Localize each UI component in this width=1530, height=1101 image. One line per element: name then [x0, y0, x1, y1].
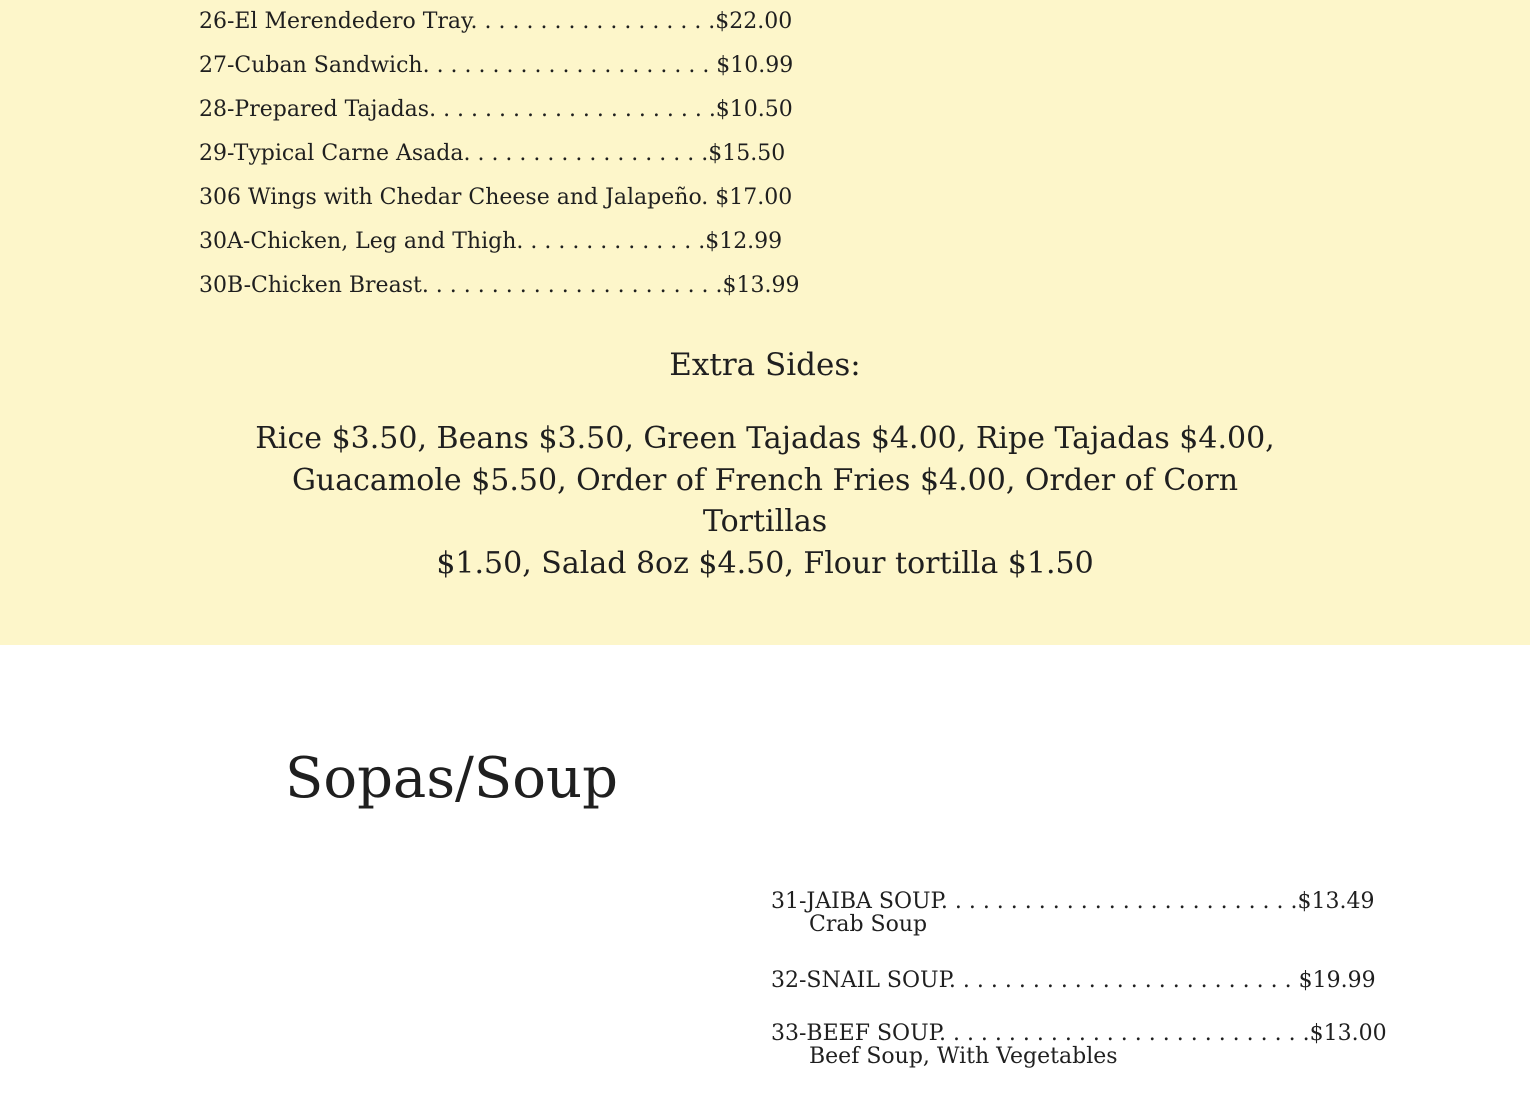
extra-sides-line: Guacamole $5.50, Order of French Fries $4.00, Order of Corn Tortillas	[291, 462, 1239, 539]
menu-item: 28-Prepared Tajadas. . . . . . . . . . . . . . . . . . . . .$10.50	[199, 97, 793, 122]
menu-item: 29-Typical Carne Asada. . . . . . . . . . . . . . . . . .$15.50	[199, 141, 786, 166]
extra-sides-heading: Extra Sides:	[669, 347, 861, 383]
soup-section-title: Sopas/Soup	[285, 746, 618, 811]
soup-item-name-price: 33-BEEF SOUP. . . . . . . . . . . . . . . . . . . . . . . . . . .$13.00	[771, 1021, 1387, 1046]
soup-menu-item	[771, 968, 1376, 993]
soup-item-description: Beef Soup, With Vegetables	[809, 1044, 1118, 1069]
soup-menu-item	[771, 889, 1375, 938]
soup-item-name-price: 31-JAIBA SOUP. . . . . . . . . . . . . . . . . . . . . . . . . .$13.49	[771, 889, 1375, 914]
soup-item-description: Crab Soup	[809, 912, 928, 937]
soup-item-name-price: 32-SNAIL SOUP. . . . . . . . . . . . . . . . . . . . . . . . . $19.99	[771, 968, 1376, 993]
menu-item: 30A-Chicken, Leg and Thigh. . . . . . . . . . . . . .$12.99	[199, 229, 783, 254]
menu-item-list	[199, 0, 819, 308]
soup-menu-list	[771, 889, 1387, 1101]
menu-item: 26-El Merendedero Tray. . . . . . . . . . . . . . . . . .$22.00	[199, 9, 793, 34]
menu-item: 306 Wings with Chedar Cheese and Jalapeño. $17.00	[199, 185, 793, 210]
menu-item: 30B-Chicken Breast. . . . . . . . . . . . . . . . . . . . . .$13.99	[199, 273, 800, 298]
menu-item: 27-Cuban Sandwich. . . . . . . . . . . . . . . . . . . . . $10.99	[199, 53, 794, 78]
extra-sides-line: Rice $3.50, Beans $3.50, Green Tajadas $4.00, Ripe Tajadas $4.00,	[255, 421, 1275, 456]
extra-sides-description	[250, 418, 1280, 584]
soup-menu-item	[771, 1021, 1387, 1070]
soup-section	[0, 645, 1530, 1094]
extra-sides-line: $1.50, Salad 8oz $4.50, Flour tortilla $1.50	[436, 545, 1094, 581]
